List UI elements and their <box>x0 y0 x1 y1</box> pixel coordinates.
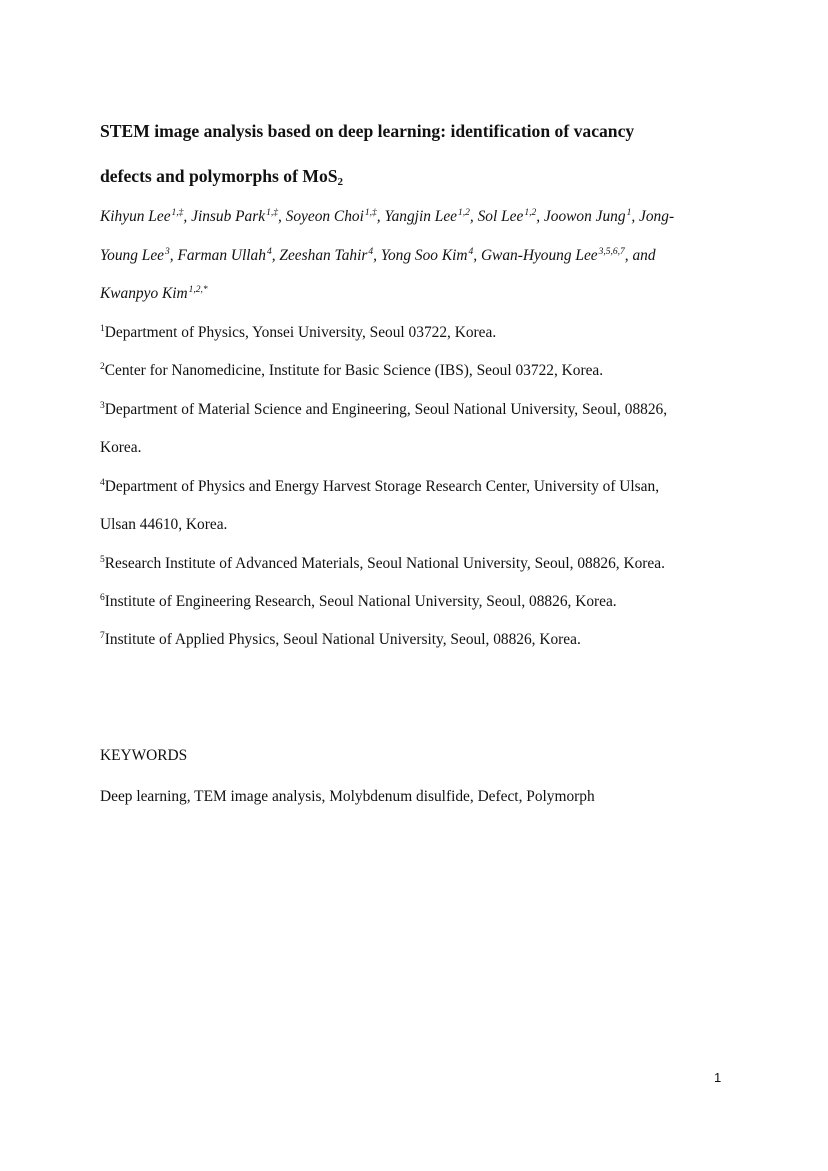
title-text: defects and polymorphs of MoS <box>100 166 338 186</box>
author-name: Jong- <box>639 208 675 225</box>
author-name: Joowon Jung <box>543 208 626 225</box>
author-separator: , <box>277 208 286 225</box>
affiliation-5 <box>100 554 740 576</box>
author-affiliation-marker: 1 <box>626 208 632 218</box>
author-name: Gwan-Hyoung Lee <box>480 247 598 264</box>
affiliation-number: 7 <box>100 631 105 641</box>
author-name: Zeeshan Tahir <box>279 247 368 264</box>
affiliation-number: 5 <box>100 555 105 565</box>
author-separator: , <box>469 208 478 225</box>
author-name: Kwanpyo Kim <box>100 285 188 302</box>
author-separator: , <box>473 247 481 264</box>
author-separator: , <box>169 247 178 264</box>
author-name: Farman Ullah <box>177 247 266 264</box>
affiliation-2 <box>100 361 740 383</box>
affiliation-3 <box>100 400 740 422</box>
author-separator: , <box>536 208 544 225</box>
affiliation-number: 4 <box>100 478 105 488</box>
affiliation-text: Department of Physics and Energy Harvest Storage Research Center, University of Ulsan, <box>104 478 660 495</box>
affiliation-7 <box>100 630 740 652</box>
affiliation-text: Institute of Engineering Research, Seoul National University, Seoul, 08826, Korea. <box>104 593 617 610</box>
author-affiliation-marker: 1,‡ <box>364 208 377 218</box>
author-affiliation-marker: 4 <box>468 247 474 257</box>
author-affiliation-marker: 3,5,6,7 <box>598 247 625 257</box>
author-name: Kihyun Lee <box>100 208 171 225</box>
affiliation-number: 1 <box>100 324 105 334</box>
affiliation-number: 3 <box>100 401 105 411</box>
author-affiliation-marker: 1,2 <box>524 208 537 218</box>
affiliation-text: Department of Physics, Yonsei University, Seoul 03722, Korea. <box>104 324 497 341</box>
affiliation-text: Center for Nanomedicine, Institute for Basic Science (IBS), Seoul 03722, Korea. <box>104 362 604 379</box>
affiliation-6 <box>100 592 740 614</box>
affiliation-text: Korea. <box>100 439 142 456</box>
author-separator: , <box>376 208 385 225</box>
author-affiliation-marker: 1,‡ <box>266 208 278 218</box>
affiliation-1 <box>100 323 740 345</box>
author-separator: , <box>631 208 640 225</box>
author-name: Yong Soo Kim <box>380 247 468 264</box>
author-name: Sol Lee <box>477 208 524 225</box>
author-separator: , and <box>624 247 656 264</box>
keywords-heading: KEYWORDS <box>100 747 188 764</box>
affiliation-text: Ulsan 44610, Korea. <box>100 516 228 533</box>
affiliation-text: Institute of Applied Physics, Seoul National University, Seoul, 08826, Korea. <box>104 631 581 648</box>
affiliation-4-continued <box>100 515 740 535</box>
author-affiliation-marker: 1,2 <box>458 208 470 218</box>
title-text: STEM image analysis based on deep learning: identification of vacancy <box>100 121 635 141</box>
author-separator: , <box>373 247 381 264</box>
author-affiliation-marker: 3 <box>165 247 170 257</box>
affiliation-3-continued <box>100 438 740 458</box>
author-line-3 <box>100 284 740 306</box>
author-separator: , <box>183 208 192 225</box>
author-affiliation-marker: 1,2,* <box>188 285 208 295</box>
affiliation-number: 6 <box>100 593 105 603</box>
author-name: Jinsub Park <box>191 208 266 225</box>
affiliation-text: Research Institute of Advanced Materials, Seoul National University, Seoul, 08826, Korea. <box>104 555 665 572</box>
affiliation-4 <box>100 477 740 499</box>
author-affiliation-marker: 4 <box>266 247 272 257</box>
author-line-1 <box>100 207 740 229</box>
author-line-2 <box>100 246 740 268</box>
author-separator: , <box>271 247 280 264</box>
paper-title-line-1 <box>100 121 740 141</box>
author-name: Soyeon Choi <box>285 208 364 225</box>
keywords-list: Deep learning, TEM image analysis, Molybdenum disulfide, Defect, Polymorph <box>100 788 595 805</box>
author-name: Yangjin Lee <box>384 208 458 225</box>
affiliation-number: 2 <box>100 362 105 372</box>
author-affiliation-marker: 1,‡ <box>171 208 184 218</box>
page-number: 1 <box>714 1070 722 1085</box>
affiliation-text: Department of Material Science and Engineering, Seoul National University, Seoul, 08826, <box>104 401 668 418</box>
author-name: Young Lee <box>100 247 164 264</box>
author-affiliation-marker: 4 <box>368 247 374 257</box>
title-subscript: 2 <box>337 176 344 188</box>
paper-title-line-2 <box>100 166 740 189</box>
